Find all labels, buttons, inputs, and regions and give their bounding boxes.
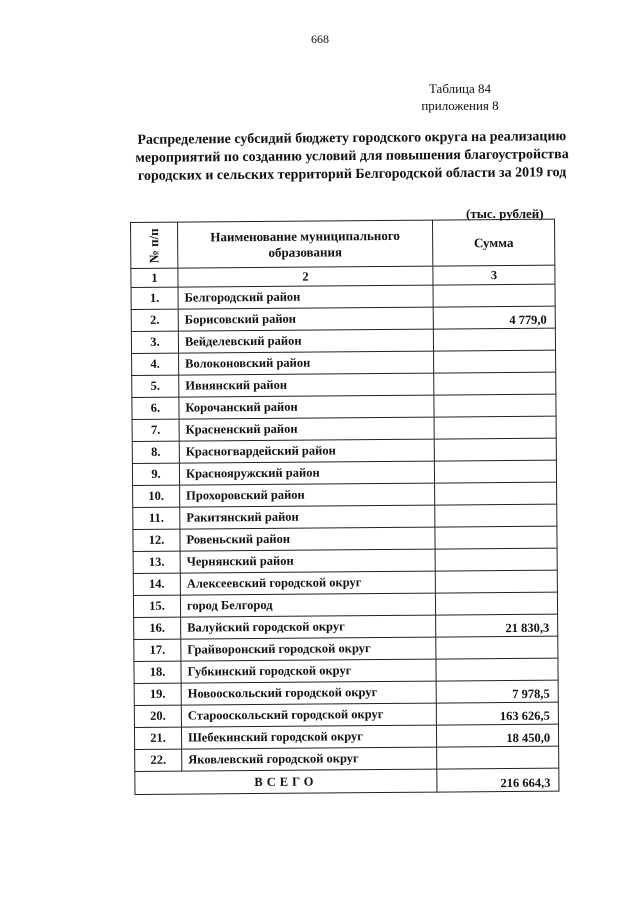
row-name: Волоконовский район [179,351,434,375]
total-row [135,768,559,794]
row-name: Прохоровский район [180,483,435,507]
row-name: Ракитянский район [180,505,435,529]
row-number: 11. [133,507,180,529]
subsidy-table [130,219,559,795]
row-sum: 163 626,5 [436,702,558,725]
row-number: 6. [132,397,179,419]
row-number: 3. [131,331,178,353]
row-number: 16. [134,617,181,639]
row-name: Шебекинский городской округ [181,725,436,749]
row-sum [437,746,559,769]
row-sum [435,592,557,615]
row-name: Губкинский городской округ [181,659,436,683]
row-number: 15. [133,595,180,617]
row-sum [436,658,558,681]
row-number: 19. [134,683,181,705]
title-line-3: городских и сельских территорий Белгородской области за 2019 год [137,165,567,184]
row-sum [434,460,556,483]
row-name: Белгородский район [178,285,433,309]
row-sum [435,526,557,549]
row-sum: 7 978,5 [436,680,558,703]
header-num: № п/п [131,222,178,268]
unit-label: (тыс. рублей) [466,206,544,221]
row-name: Краснояружский район [179,461,434,485]
row-sum [435,570,557,593]
row-sum [434,372,556,395]
row-sum [434,416,556,439]
row-sum: 18 450,0 [436,724,558,747]
table-body [131,284,559,771]
header-sum: Сумма [432,219,554,266]
row-name: Ровеньский район [180,527,435,551]
document-title [112,128,592,186]
row-number: 1. [131,287,178,309]
row-number: 10. [133,485,180,507]
row-number: 21. [134,727,181,749]
table-caption-number: Таблица 84 [428,81,492,96]
row-sum [435,548,557,571]
total-label: ВСЕГО [135,769,437,794]
row-number: 20. [134,705,181,727]
row-number: 18. [134,661,181,683]
row-number: 17. [134,639,181,661]
row-name: город Белгород [180,593,435,617]
title-line-2: мероприятий по созданию условий для повышения благоустройства [135,147,569,166]
page-number: 668 [311,32,329,46]
row-sum [433,328,555,351]
row-name: Красненский район [179,417,434,441]
row-name: Валуйский городской округ [181,615,436,639]
row-sum [435,482,557,505]
row-number: 7. [132,419,179,441]
column-index: 3 [433,265,555,285]
row-number: 9. [132,463,179,485]
total-sum: 216 664,3 [437,768,559,792]
row-name: Новооскольский городской округ [181,681,436,705]
row-sum [434,394,556,417]
row-sum [434,350,556,373]
row-name: Красногвардейский район [179,439,434,463]
row-number: 4. [132,353,179,375]
row-name: Чернянский район [180,549,435,573]
row-name: Яковлевский городской округ [182,747,437,771]
row-name: Грайворонский городской округ [181,637,436,661]
row-sum: 21 830,3 [436,614,558,637]
row-name: Алексеевский городской округ [180,571,435,595]
row-sum: 4 779,0 [433,306,555,329]
row-number: 8. [132,441,179,463]
row-number: 14. [133,573,180,595]
row-sum [435,504,557,527]
row-name: Старооскольский городской округ [181,703,436,727]
row-sum [436,636,558,659]
title-line-1: Распределение субсидий бюджету городского округа на реализацию [137,129,567,148]
row-name: Борисовский район [178,307,433,331]
row-name: Корочанский район [179,395,434,419]
row-number: 5. [132,375,179,397]
header-name: Наименование муниципального образования [178,220,433,268]
column-index: 1 [131,268,178,287]
row-number: 13. [133,551,180,573]
row-number: 2. [131,309,178,331]
row-name: Ивнянский район [179,373,434,397]
table-caption-appendix: приложения 8 [421,98,499,113]
table-header-row [131,219,555,268]
row-sum [433,284,555,307]
table-caption [400,80,520,114]
row-number: 12. [133,529,180,551]
row-name: Вейделевский район [178,329,433,353]
column-index: 2 [178,266,433,287]
row-sum [434,438,556,461]
row-number: 22. [135,749,182,771]
